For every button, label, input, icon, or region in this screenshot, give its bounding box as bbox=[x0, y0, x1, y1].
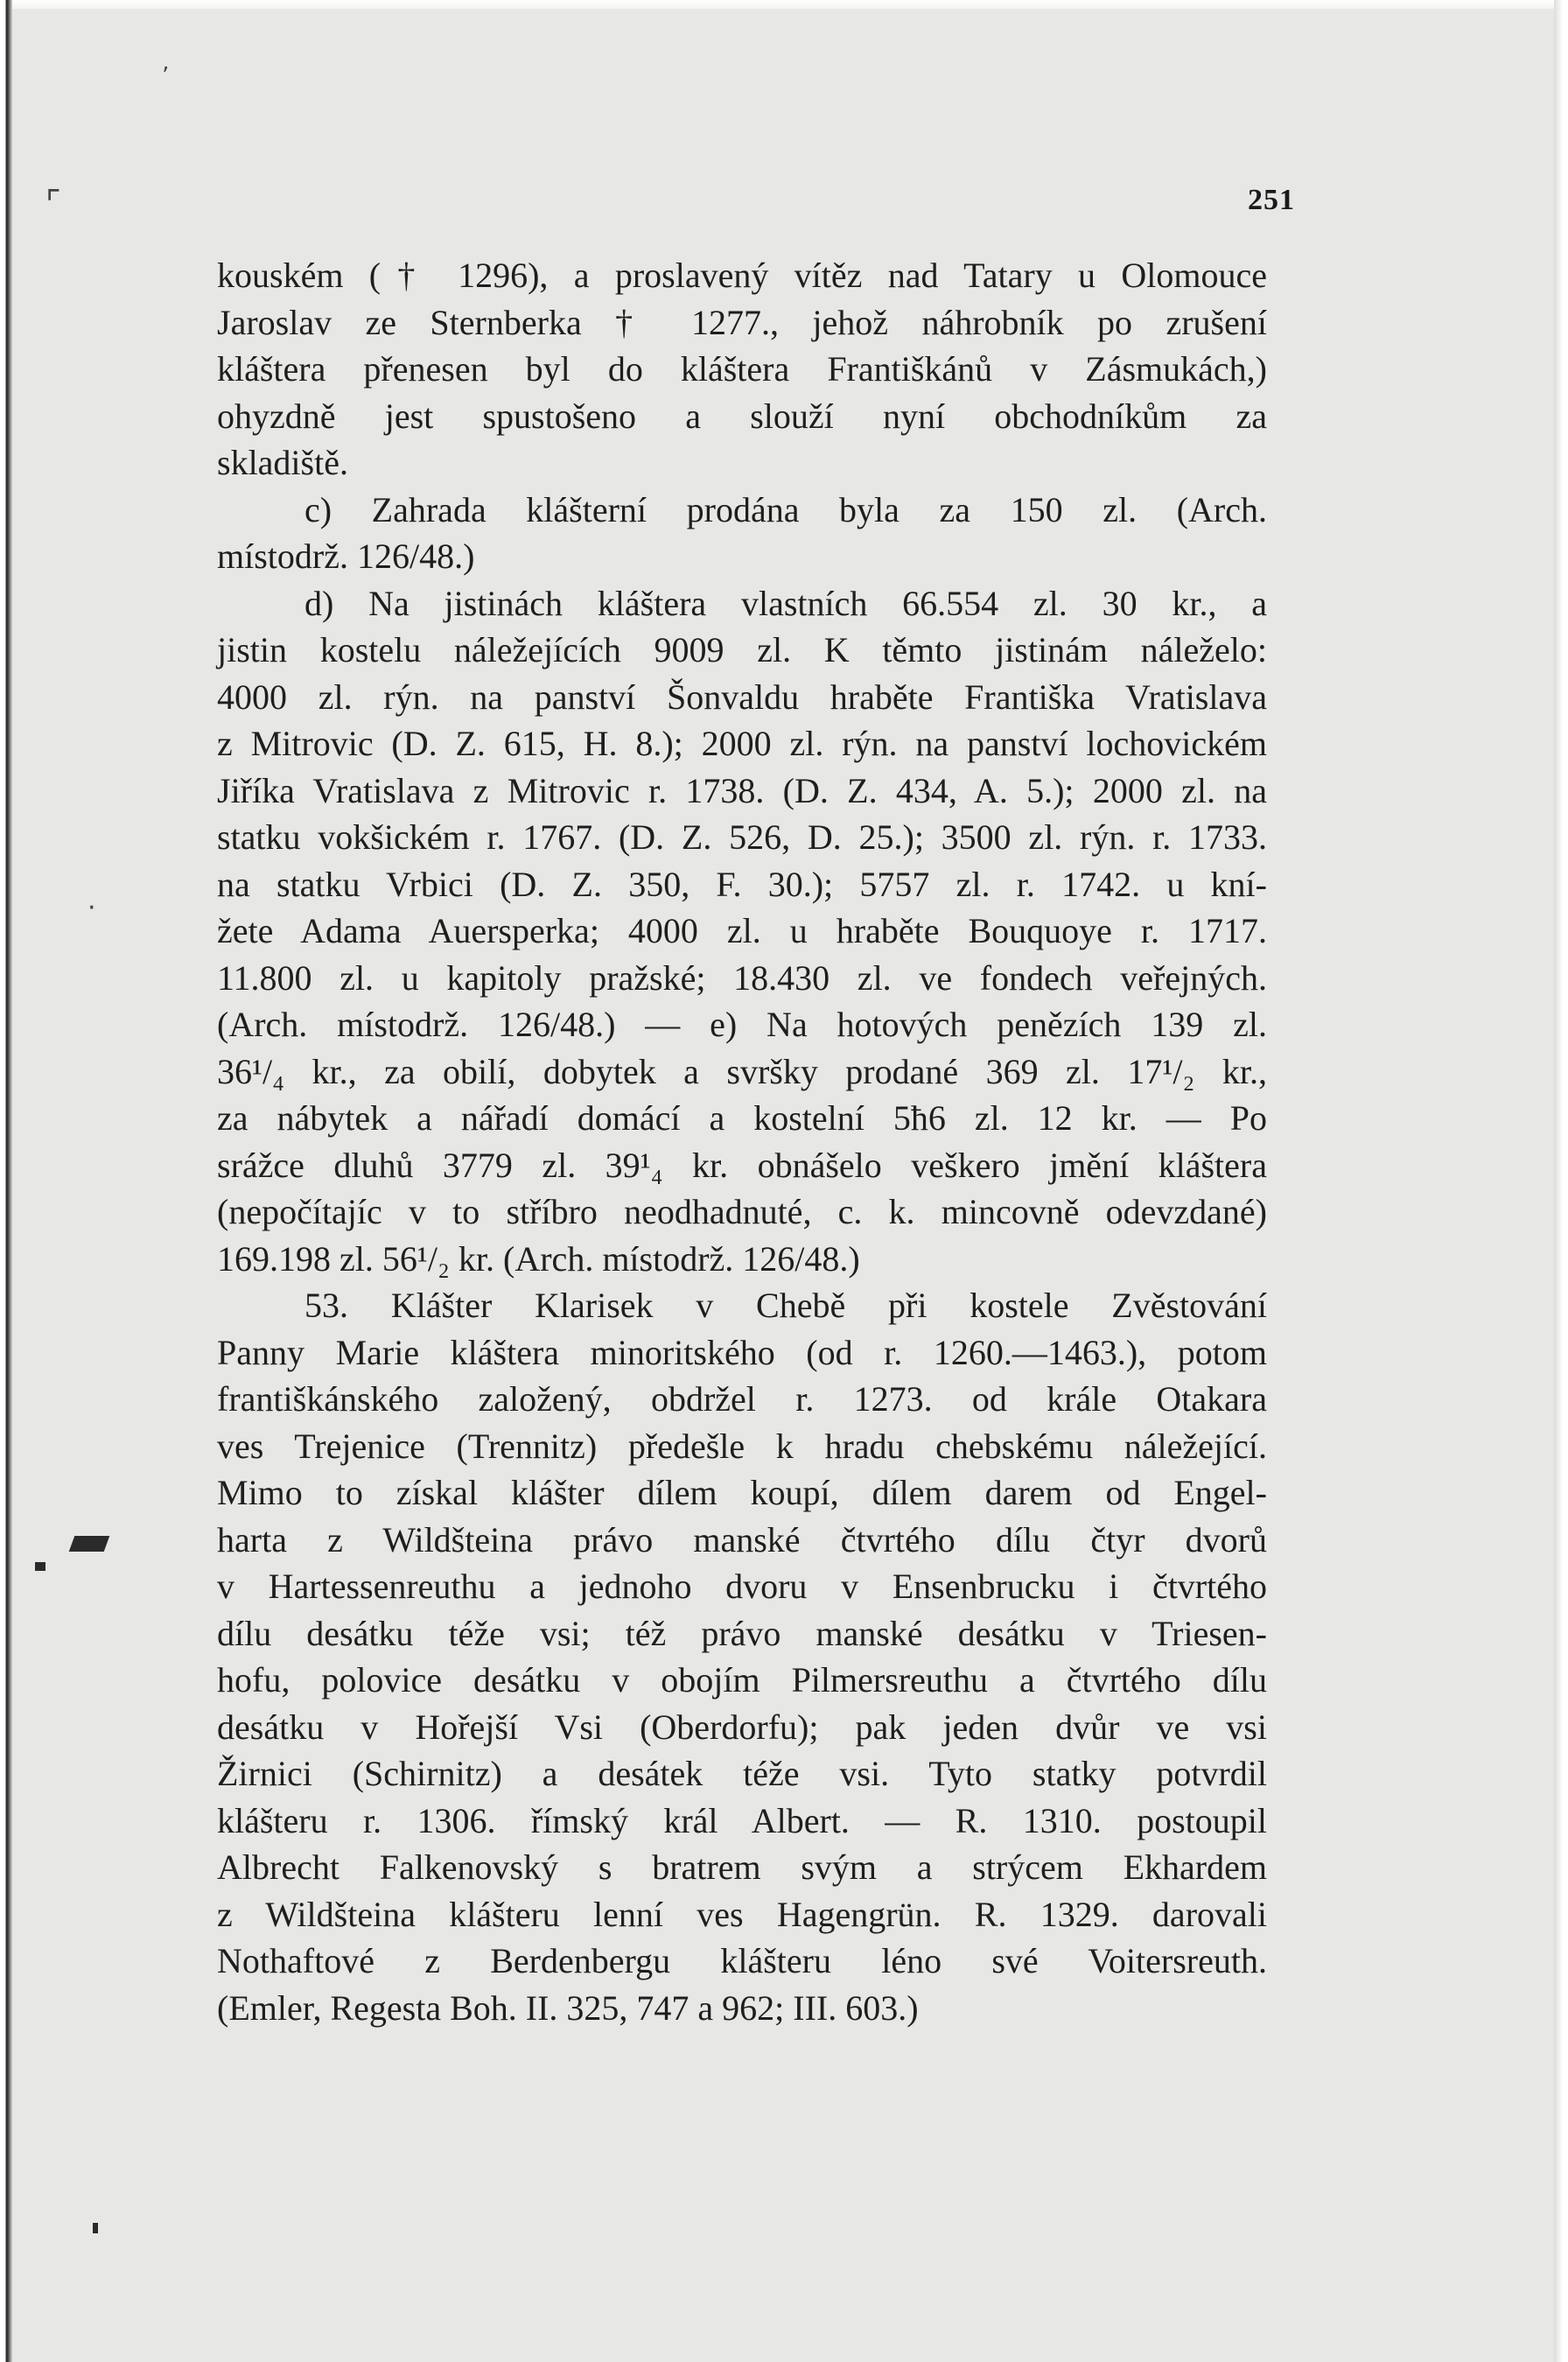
text-line: v Hartessenreuthu a jednoho dvoru v Ensenbrucku i čtvrtého bbox=[217, 1566, 1267, 1606]
text-line: Žirnici (Schirnitz) a desátek téže vsi. Tyto statky potvrdil bbox=[217, 1754, 1267, 1793]
text-line: za nábytek a nářadí domácí a kostelní 5ħ6 zl. 12 kr. — Po bbox=[217, 1098, 1267, 1138]
text-line: kláštera přenesen byl do kláštera Františkánů v Zásmukách,) bbox=[217, 349, 1267, 389]
scan-speck: ⌜ bbox=[46, 184, 61, 222]
text-line: srážce dluhů 3779 zl. 39¹₄ kr. obnášelo veškero jmění kláštera bbox=[217, 1145, 1267, 1185]
text-line: františkánského založený, obdržel r. 1273. od krále Otakara bbox=[217, 1379, 1267, 1419]
text-line: 4000 zl. rýn. na panství Šonvaldu hraběte Františka Vratislava bbox=[217, 676, 1267, 717]
text-line: hofu, polovice desátku v obojím Pilmersreuthu a čtvrtého dílu bbox=[217, 1660, 1267, 1700]
text-line: c) Zahrada klášterní prodána byla za 150 zl. (Arch. bbox=[304, 489, 1267, 529]
text-line: 36¹/₄ kr., za obilí, dobytek a svršky prodané 369 zl. 17¹/₂ kr., bbox=[217, 1051, 1267, 1091]
text-line: ves Trejenice (Trennitz) předešle k hradu chebskému náležející. bbox=[217, 1426, 1267, 1466]
text-line: harta z Wildšteina právo manské čtvrtého dílu čtyr dvorů bbox=[217, 1519, 1267, 1559]
text-line: desátku v Hořejší Vsi (Oberdorfu); pak jeden dvůr ve vsi bbox=[217, 1707, 1267, 1747]
text-line: Albrecht Falkenovský s bratrem svým a strýcem Ekhardem bbox=[217, 1847, 1267, 1887]
text-line: z Mitrovic (D. Z. 615, H. 8.); 2000 zl. rýn. na panství lochovickém bbox=[217, 724, 1267, 763]
text-line: na statku Vrbici (D. Z. 350, F. 30.); 5757 zl. r. 1742. u kní- bbox=[217, 864, 1267, 904]
text-line: statku vokšickém r. 1767. (D. Z. 526, D. 25.); 3500 zl. rýn. r. 1733. bbox=[217, 817, 1267, 857]
scan-edge-right bbox=[1554, 0, 1568, 2362]
text-line: klášteru r. 1306. římský král Albert. — R. 1310. postoupil bbox=[217, 1800, 1267, 1840]
scan-edge-left bbox=[0, 0, 12, 2362]
scan-speck: · bbox=[88, 893, 96, 923]
text-line: Jiříka Vratislava z Mitrovic r. 1738. (D. Z. 434, A. 5.); 2000 zl. na bbox=[217, 770, 1267, 810]
text-line: žete Adama Auersperka; 4000 zl. u hraběte Bouquoye r. 1717. bbox=[217, 911, 1267, 950]
text-line: (nepočítajíc v to stříbro neodhadnuté, c. k. mincovně odevzdané) bbox=[217, 1192, 1267, 1231]
document-body bbox=[217, 252, 1267, 2031]
text-line: (Emler, Regesta Boh. II. 325, 747 a 962; III. 603.) bbox=[217, 1987, 919, 2028]
text-line: (Arch. místodrž. 126/48.) — e) Na hotových penězích 139 zl. bbox=[217, 1005, 1267, 1044]
scan-smudge bbox=[35, 1562, 46, 1571]
section-heading-line: 53. Klášter Klarisek v Chebě při kostele Zvěstování bbox=[304, 1286, 1267, 1325]
text-line: místodrž. 126/48.) bbox=[217, 536, 475, 576]
text-line: 11.800 zl. u kapitoly pražské; 18.430 zl. ve fondech veřejných. bbox=[217, 957, 1267, 998]
text-line: dílu desátku téže vsi; též právo manské desátku v Triesen- bbox=[217, 1613, 1267, 1653]
scan-edge-top bbox=[0, 0, 1568, 9]
text-line: Jaroslav ze Sternberka † 1277., jehož náhrobník po zrušení bbox=[217, 302, 1267, 342]
scan-smudge bbox=[69, 1536, 110, 1552]
page-number: 251 bbox=[1248, 184, 1295, 216]
scan-speck: ’ bbox=[162, 63, 170, 89]
text-line: Mimo to získal klášter dílem koupí, dílem darem od Engel- bbox=[217, 1473, 1267, 1512]
text-line: skladiště. bbox=[217, 443, 348, 482]
text-line: z Wildšteina klášteru lenní ves Hagengrün. R. 1329. darovali bbox=[217, 1894, 1267, 1934]
text-line: jistin kostelu náležejících 9009 zl. K těmto jistinám náleželo: bbox=[217, 630, 1267, 669]
text-line: 169.198 zl. 56¹/₂ kr. (Arch. místodrž. 126/48.) bbox=[217, 1238, 860, 1279]
text-line: Nothaftové z Berdenbergu klášteru léno své Voitersreuth. bbox=[217, 1941, 1267, 1980]
text-line: kouském († 1296), a proslavený vítěz nad Tatary u Olomouce bbox=[217, 256, 1267, 295]
text-line: d) Na jistinách kláštera vlastních 66.554 zl. 30 kr., a bbox=[304, 583, 1267, 623]
text-line: Panny Marie kláštera minoritského (od r. 1260.—1463.), potom bbox=[217, 1332, 1267, 1372]
text-line: ohyzdně jest spustošeno a slouží nyní obchodníkům za bbox=[217, 396, 1267, 436]
scan-smudge bbox=[93, 2223, 98, 2233]
